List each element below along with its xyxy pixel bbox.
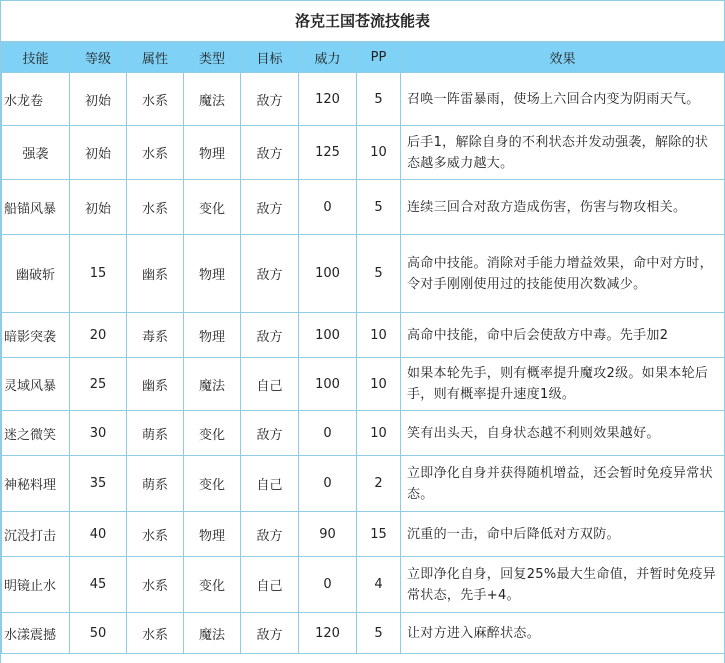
skill-target: 自己 xyxy=(241,358,299,411)
table-row xyxy=(2,180,725,235)
skill-power: 100 xyxy=(299,313,357,358)
skill-effect: 召唤一阵雷暴雨，使场上六回合内变为阴雨天气。 xyxy=(401,73,725,126)
skill-power: 0 xyxy=(299,456,357,512)
skill-target: 敌方 xyxy=(241,512,299,557)
skill-effect: 立即净化自身并获得随机增益，还会暂时免疫异常状态。 xyxy=(401,456,725,512)
table-row xyxy=(2,126,725,180)
skill-power: 120 xyxy=(299,73,357,126)
skill-target: 自己 xyxy=(241,456,299,512)
skill-name: 灵域风暴 xyxy=(2,358,70,411)
skill-target: 敌方 xyxy=(241,235,299,313)
skill-effect: 沉重的一击，命中后降低对方双防。 xyxy=(401,512,725,557)
skill-power: 0 xyxy=(299,180,357,235)
skill-level: 40 xyxy=(70,512,127,557)
header-target: 目标 xyxy=(241,43,299,73)
skill-type: 物理 xyxy=(184,512,241,557)
skill-pp: 5 xyxy=(357,73,401,126)
skill-pp: 5 xyxy=(357,180,401,235)
skill-target: 敌方 xyxy=(241,180,299,235)
skill-level: 初始 xyxy=(70,73,127,126)
skill-type: 魔法 xyxy=(184,73,241,126)
skill-target: 敌方 xyxy=(241,126,299,180)
skill-power: 0 xyxy=(299,411,357,456)
table-row xyxy=(2,235,725,313)
skill-target: 敌方 xyxy=(241,613,299,654)
skill-type: 物理 xyxy=(184,126,241,180)
skill-effect: 如果本轮先手，则有概率提升魔攻2级。如果本轮后手，则有概率提升速度1级。 xyxy=(401,358,725,411)
skill-name: 神秘料理 xyxy=(2,456,70,512)
skill-effect: 高命中技能，命中后会使敌方中毒。先手加2 xyxy=(401,313,725,358)
skill-level: 15 xyxy=(70,235,127,313)
skill-name: 暗影突袭 xyxy=(2,313,70,358)
skill-level: 45 xyxy=(70,557,127,613)
skill-power: 0 xyxy=(299,557,357,613)
skill-attribute: 水系 xyxy=(127,126,184,180)
skill-effect: 连续三回合对敌方造成伤害，伤害与物攻相关。 xyxy=(401,180,725,235)
header-row xyxy=(2,43,725,73)
skill-effect: 让对方进入麻醉状态。 xyxy=(401,613,725,654)
header-effect: 效果 xyxy=(401,43,725,73)
header-attribute: 属性 xyxy=(127,43,184,73)
skill-name: 强袭 xyxy=(2,126,70,180)
skill-pp: 10 xyxy=(357,126,401,180)
skill-pp: 15 xyxy=(357,512,401,557)
skill-level: 初始 xyxy=(70,126,127,180)
table-row xyxy=(2,411,725,456)
skill-attribute: 水系 xyxy=(127,557,184,613)
skill-type: 魔法 xyxy=(184,613,241,654)
skill-effect: 高命中技能。消除对手能力增益效果，命中对方时，令对手刚刚使用过的技能使用次数减少。 xyxy=(401,235,725,313)
skill-power: 100 xyxy=(299,235,357,313)
skill-target: 敌方 xyxy=(241,411,299,456)
table-row xyxy=(2,557,725,613)
skill-type: 物理 xyxy=(184,235,241,313)
skill-type: 物理 xyxy=(184,313,241,358)
skill-attribute: 水系 xyxy=(127,613,184,654)
skill-pp: 5 xyxy=(357,235,401,313)
skill-pp: 2 xyxy=(357,456,401,512)
skill-type: 变化 xyxy=(184,557,241,613)
skill-power: 125 xyxy=(299,126,357,180)
table-row xyxy=(2,613,725,654)
skill-attribute: 水系 xyxy=(127,180,184,235)
skill-level: 35 xyxy=(70,456,127,512)
table-row xyxy=(2,456,725,512)
skill-pp: 10 xyxy=(357,411,401,456)
table-row xyxy=(2,358,725,411)
header-skill: 技能 xyxy=(2,43,70,73)
skill-level: 30 xyxy=(70,411,127,456)
skill-pp: 10 xyxy=(357,358,401,411)
skill-attribute: 水系 xyxy=(127,73,184,126)
table-row xyxy=(2,512,725,557)
skill-target: 敌方 xyxy=(241,73,299,126)
header-level: 等级 xyxy=(70,43,127,73)
skill-target: 自己 xyxy=(241,557,299,613)
table-title: 洛克王国苍流技能表 xyxy=(1,1,724,42)
skill-type: 魔法 xyxy=(184,358,241,411)
skill-power: 90 xyxy=(299,512,357,557)
skill-pp: 5 xyxy=(357,613,401,654)
skill-effect: 笑有出头天，自身状态越不利则效果越好。 xyxy=(401,411,725,456)
header-type: 类型 xyxy=(184,43,241,73)
skill-name: 明镜止水 xyxy=(2,557,70,613)
skill-pp: 4 xyxy=(357,557,401,613)
skill-type: 变化 xyxy=(184,180,241,235)
skill-type: 变化 xyxy=(184,456,241,512)
skill-level: 20 xyxy=(70,313,127,358)
skill-name: 船锚风暴 xyxy=(2,180,70,235)
header-power: 威力 xyxy=(299,43,357,73)
skill-type: 变化 xyxy=(184,411,241,456)
skill-attribute: 幽系 xyxy=(127,235,184,313)
table-row xyxy=(2,313,725,358)
skill-power: 120 xyxy=(299,613,357,654)
skill-name: 水漾震撼 xyxy=(2,613,70,654)
skill-level: 25 xyxy=(70,358,127,411)
skill-effect: 立即净化自身，回复25%最大生命值，并暂时免疫异常状态，先手+4。 xyxy=(401,557,725,613)
header-pp: PP xyxy=(357,43,401,73)
skill-attribute: 萌系 xyxy=(127,456,184,512)
skill-level: 初始 xyxy=(70,180,127,235)
skill-attribute: 毒系 xyxy=(127,313,184,358)
skill-target: 敌方 xyxy=(241,313,299,358)
skill-name: 幽破斩 xyxy=(2,235,70,313)
skill-name: 迷之微笑 xyxy=(2,411,70,456)
skill-effect: 后手1，解除自身的不利状态并发动强袭，解除的状态越多威力越大。 xyxy=(401,126,725,180)
skill-attribute: 幽系 xyxy=(127,358,184,411)
skill-name: 沉没打击 xyxy=(2,512,70,557)
skill-pp: 10 xyxy=(357,313,401,358)
table-row xyxy=(2,73,725,126)
skill-attribute: 萌系 xyxy=(127,411,184,456)
skill-power: 100 xyxy=(299,358,357,411)
skill-name: 水龙卷 xyxy=(2,73,70,126)
skill-attribute: 水系 xyxy=(127,512,184,557)
skill-level: 50 xyxy=(70,613,127,654)
skill-table xyxy=(1,42,725,654)
